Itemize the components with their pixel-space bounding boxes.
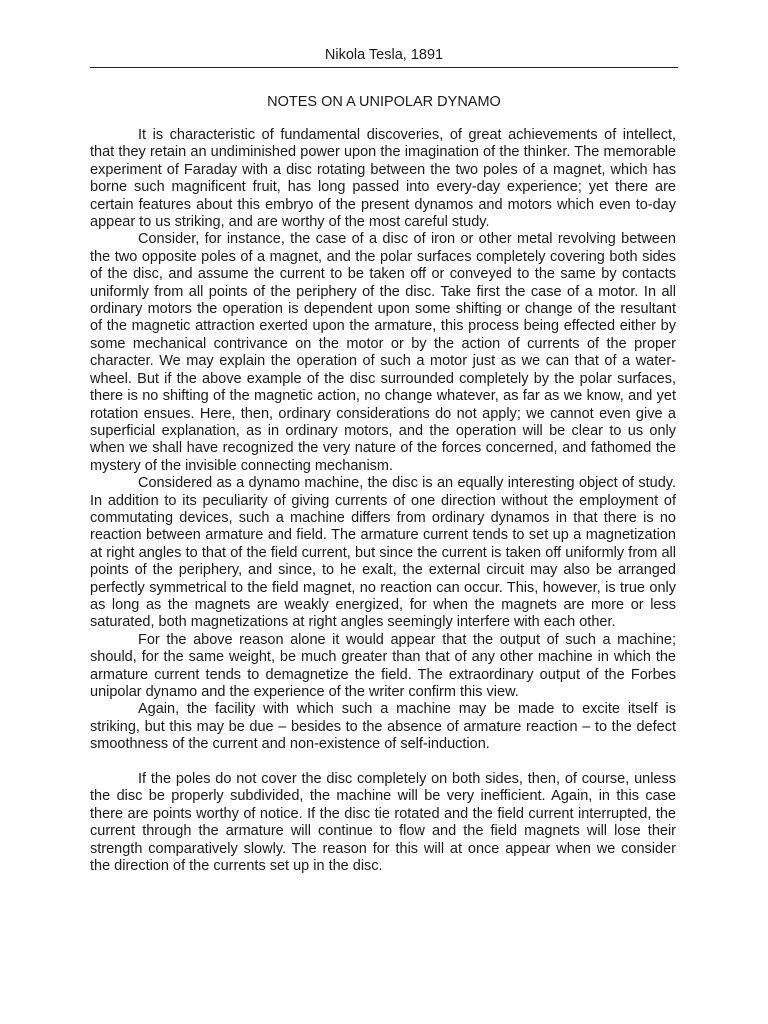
paragraph: Considered as a dynamo machine, the disc is an equally interesting object of study. In addition to its peculiarity of giving currents of one direction without the employment of commutating devices, such a machine differs from ordinary dynamos in that there is no reaction between armature and field. The armature current tends to set up a magnetization at right angles to that of the field current, but since the current is taken off uniformly from all points of the periphery, and since, to he exalt, the external circuit may also be arranged perfectly symmetrical to the field magnet, no reaction can occur. This, however, is true only as long as the magnets are weakly energized, for when the magnets are more or less saturated, both magnetizations at right angles seemingly interfere with each other. bbox=[90, 475, 676, 631]
running-head: Nikola Tesla, 1891 bbox=[324, 47, 444, 63]
header-rule bbox=[90, 67, 678, 68]
paragraph: For the above reason alone it would appear that the output of such a machine; should, for the same weight, be much greater than that of any other machine in which the armature current tends to demagnetize the field. The extraordinary output of the Forbes unipolar dynamo and the experience of the writer confirm this view. bbox=[90, 631, 676, 700]
paragraph: Again, the facility with which such a machine may be made to excite itself is striking, but this may be due – besides to the absence of armature reaction – to the defect smoothness of the current and non-existence of self-induction. bbox=[90, 701, 676, 753]
document-body bbox=[90, 127, 676, 875]
paragraph: Consider, for instance, the case of a disc of iron or other metal revolving between the two opposite poles of a magnet, and the polar surfaces completely covering both sides of the disc, and assume the current to be taken off or conveyed to the same by contacts uniformly from all points of the periphery of the disc. Take first the case of a motor. In all ordinary motors the operation is dependent upon some shifting or change of the resultant of the magnetic attraction exerted upon the armature, this process being effected either by some mechanical contrivance on the motor or by the action of currents of the proper character. We may explain the operation of such a motor just as we can that of a water-wheel. But if the above example of the disc surrounded completely by the polar surfaces, there is no shifting of the magnetic action, no change whatever, as far as we know, and yet rotation ensues. Here, then, ordinary considerations do not apply; we cannot even give a superficial explanation, as in ordinary motors, and the operation will be clear to us only when we shall have recognized the very nature of the forces concerned, and fathomed the mystery of the invisible connecting mechanism. bbox=[90, 231, 676, 474]
document-title: NOTES ON A UNIPOLAR DYNAMO bbox=[267, 94, 501, 110]
paragraph: It is characteristic of fundamental discoveries, of great achievements of intellect, that they retain an undiminished power upon the imagination of the thinker. The memorable experiment of Faraday with a disc rotating between the two poles of a magnet, which has borne such magnificent fruit, has long passed into every-day experience; yet there are certain features about this embryo of the present dynamos and motors which even to-day appear to us striking, and are worthy of the most careful study. bbox=[90, 127, 676, 231]
paragraph: If the poles do not cover the disc completely on both sides, then, of course, unless the disc be properly subdivided, the machine will be very inefficient. Again, in this case there are points worthy of notice. If the disc tie rotated and the field current interrupted, the current through the armature will continue to flow and the field magnets will lose their strength comparatively slowly. The reason for this will at once appear when we consider the direction of the currents set up in the disc. bbox=[90, 771, 676, 875]
